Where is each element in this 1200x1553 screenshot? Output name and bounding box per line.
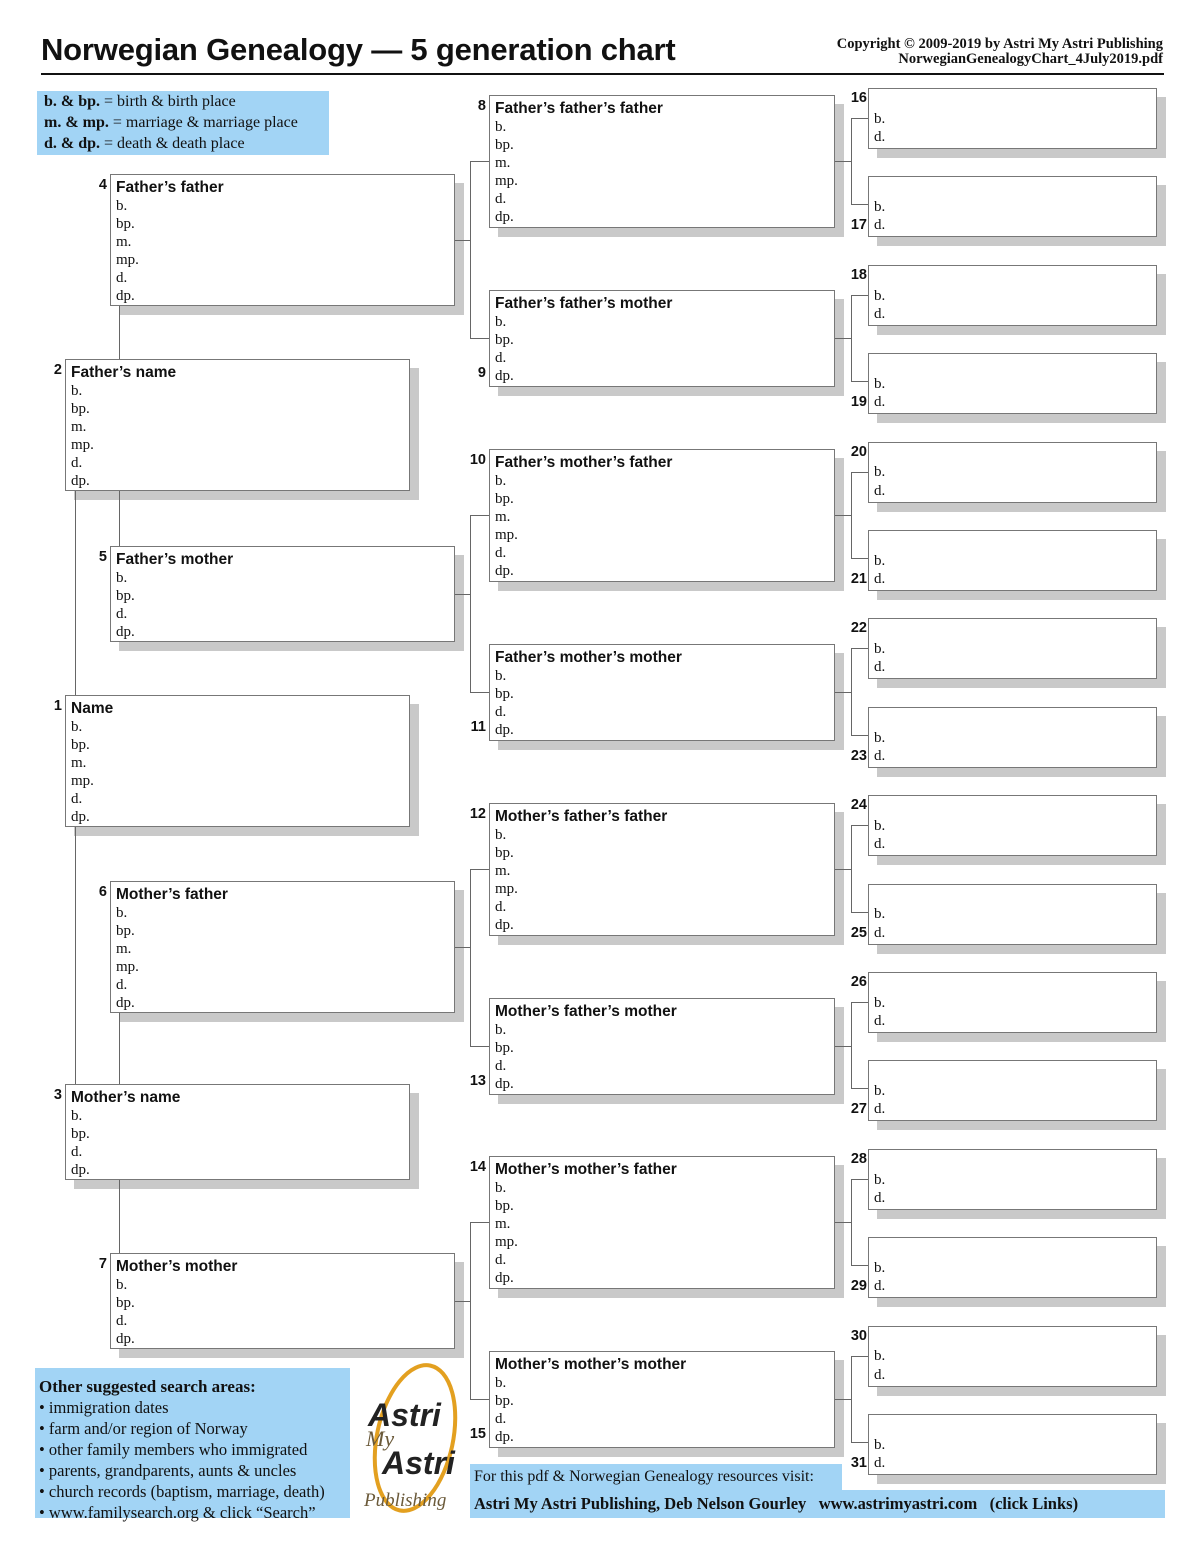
connector-line xyxy=(119,1180,120,1253)
field-label[interactable]: mp. xyxy=(495,173,518,190)
person-box-11[interactable] xyxy=(489,644,835,741)
connector-line xyxy=(835,869,851,870)
field-label[interactable]: bp. xyxy=(71,1126,90,1143)
field-label[interactable]: mp. xyxy=(116,959,139,976)
ancestor-number: 27 xyxy=(850,1101,867,1118)
field-label[interactable]: m. xyxy=(116,941,132,958)
field-label[interactable]: d. xyxy=(495,704,507,721)
header-rule xyxy=(41,73,1164,75)
ancestor-number: 30 xyxy=(850,1327,867,1344)
field-label[interactable]: bp. xyxy=(495,1393,514,1410)
field-label[interactable]: m. xyxy=(495,155,511,172)
field-lines xyxy=(869,729,885,765)
legend-row xyxy=(44,133,329,154)
ancestor-number: 31 xyxy=(850,1455,867,1471)
field-label[interactable]: mp. xyxy=(495,881,518,898)
person-title: Mother’s father’s father xyxy=(495,808,668,825)
connector-line xyxy=(835,515,851,516)
ancestor-number: 19 xyxy=(850,394,867,411)
field-label[interactable]: d. xyxy=(71,791,83,808)
connector-line xyxy=(119,491,120,546)
search-areas-panel xyxy=(35,1368,350,1522)
ancestor-box-19[interactable] xyxy=(868,353,1157,414)
connector-line xyxy=(470,515,471,692)
field-label[interactable]: d. xyxy=(495,1411,507,1428)
field-label[interactable]: b. xyxy=(874,994,886,1011)
astri-my-astri-logo xyxy=(360,1360,460,1520)
field-label[interactable]: b. xyxy=(71,1108,83,1124)
legend-text: = birth & birth place xyxy=(100,93,236,110)
field-label[interactable]: b. xyxy=(874,641,886,658)
field-label[interactable]: d. xyxy=(874,217,886,234)
field-label[interactable]: bp. xyxy=(495,491,514,508)
person-title: Mother’s father xyxy=(116,886,228,903)
legend-abbr: b. & bp. xyxy=(44,93,101,110)
connector-line xyxy=(470,1222,489,1223)
connector-line xyxy=(75,827,76,1084)
field-label[interactable]: mp. xyxy=(116,252,139,269)
connector-line xyxy=(851,912,868,913)
field-lines xyxy=(869,817,885,853)
field-label[interactable]: b. xyxy=(71,383,83,399)
connector-line xyxy=(851,204,868,205)
field-lines xyxy=(869,1347,885,1383)
ancestor-box-24[interactable] xyxy=(868,795,1157,856)
person-number: 15 xyxy=(469,1426,486,1442)
field-label[interactable]: dp. xyxy=(116,1331,135,1348)
connector-line xyxy=(851,472,868,473)
person-number: 7 xyxy=(98,1256,107,1272)
connector-line xyxy=(455,947,470,948)
connector-line xyxy=(470,338,489,339)
ancestor-box-26[interactable] xyxy=(868,972,1157,1033)
ancestor-box-16[interactable] xyxy=(868,88,1157,149)
field-label[interactable]: d. xyxy=(874,1454,886,1471)
field-label[interactable]: d. xyxy=(874,747,886,764)
field-label[interactable]: bp. xyxy=(116,1295,135,1312)
logo-word-publishing: Publishing xyxy=(364,1490,447,1511)
connector-line xyxy=(851,825,868,826)
field-label[interactable]: b. xyxy=(874,464,886,481)
field-label[interactable]: bp. xyxy=(116,588,135,605)
field-label[interactable]: mp. xyxy=(495,527,518,544)
connector-line xyxy=(851,735,868,736)
ancestor-box-22[interactable] xyxy=(868,618,1157,679)
ancestor-box-25[interactable] xyxy=(868,884,1157,945)
field-label[interactable]: d. xyxy=(874,394,886,411)
field-lines xyxy=(869,552,885,588)
field-label[interactable]: dp. xyxy=(71,809,90,826)
field-label[interactable]: mp. xyxy=(495,1234,518,1251)
person-box-2[interactable] xyxy=(65,359,410,491)
person-number: 12 xyxy=(469,806,486,822)
connector-line xyxy=(835,1222,851,1223)
field-label[interactable]: m. xyxy=(495,1216,511,1233)
person-box-12[interactable] xyxy=(489,803,835,936)
field-label[interactable]: dp. xyxy=(71,473,90,490)
field-label[interactable]: b. xyxy=(495,1180,507,1196)
person-box-1[interactable] xyxy=(65,695,410,827)
connector-line xyxy=(851,648,852,734)
person-title: Mother’s mother xyxy=(116,1258,238,1275)
connector-line xyxy=(851,1356,868,1357)
field-label[interactable]: d. xyxy=(874,659,886,676)
field-label[interactable]: m. xyxy=(495,863,511,880)
publisher-footer xyxy=(470,1490,1165,1518)
person-box-8[interactable] xyxy=(489,95,835,228)
search-area-item: • farm and/or region of Norway xyxy=(39,1419,248,1438)
ancestor-number: 29 xyxy=(850,1278,867,1295)
field-lines xyxy=(869,110,885,146)
field-lines xyxy=(869,640,885,676)
field-label[interactable]: b. xyxy=(874,376,886,392)
connector-line xyxy=(851,1442,868,1443)
ancestor-number: 22 xyxy=(850,620,867,637)
ancestor-box-20[interactable] xyxy=(868,442,1157,503)
connector-line xyxy=(119,1013,120,1084)
connector-line xyxy=(851,295,852,381)
field-label[interactable]: d. xyxy=(116,977,128,994)
field-lines xyxy=(869,375,885,411)
legend-abbr: m. & mp. xyxy=(44,114,109,131)
person-number: 10 xyxy=(469,452,486,468)
ancestor-box-28[interactable] xyxy=(868,1149,1157,1210)
field-label[interactable]: d. xyxy=(495,545,507,562)
field-label[interactable]: dp. xyxy=(495,1270,514,1287)
person-title: Mother’s name xyxy=(71,1089,181,1106)
ancestor-number: 20 xyxy=(850,443,867,460)
field-label[interactable]: d. xyxy=(116,1313,128,1330)
field-label[interactable]: bp. xyxy=(495,1040,514,1057)
search-areas-heading: Other suggested search areas: xyxy=(39,1377,256,1396)
field-label[interactable]: d. xyxy=(495,899,507,916)
field-label[interactable]: b. xyxy=(874,729,886,746)
connector-line xyxy=(470,161,489,162)
field-label[interactable]: d. xyxy=(874,482,886,499)
field-label[interactable]: dp. xyxy=(116,288,135,305)
ancestor-number: 17 xyxy=(850,217,867,234)
ancestor-box-17[interactable] xyxy=(868,176,1157,237)
person-title: Mother’s mother’s father xyxy=(495,1161,677,1178)
field-label[interactable]: b. xyxy=(495,119,507,135)
field-label[interactable]: b. xyxy=(874,199,886,216)
field-label[interactable]: dp. xyxy=(495,1429,514,1446)
person-number: 6 xyxy=(98,884,107,900)
field-label[interactable]: mp. xyxy=(71,773,94,790)
field-label[interactable]: bp. xyxy=(495,686,514,703)
legend-text: = death & death place xyxy=(100,135,245,152)
publisher-name: Astri My Astri Publishing, Deb Nelson Gourley xyxy=(474,1494,807,1513)
connector-line xyxy=(470,515,489,516)
field-label[interactable]: b. xyxy=(116,1277,128,1293)
filename-text: NorwegianGenealogyChart_4July2019.pdf xyxy=(898,51,1163,67)
ancestor-number: 18 xyxy=(850,266,867,283)
field-label[interactable]: d. xyxy=(874,1189,886,1206)
field-label[interactable]: b. xyxy=(116,905,128,921)
legend-abbr: d. & dp. xyxy=(44,135,101,152)
connector-line xyxy=(851,295,868,296)
person-box-13[interactable] xyxy=(489,998,835,1095)
person-title: Father’s mother’s father xyxy=(495,454,673,471)
ancestor-number: 28 xyxy=(850,1150,867,1167)
connector-line xyxy=(75,491,76,695)
ancestor-number: 23 xyxy=(850,747,867,764)
person-title: Father’s name xyxy=(71,364,177,381)
connector-line xyxy=(851,1356,852,1442)
ancestor-box-21[interactable] xyxy=(868,530,1157,591)
person-title: Father’s mother xyxy=(116,551,234,568)
field-label[interactable]: bp. xyxy=(116,923,135,940)
person-title: Name xyxy=(71,700,114,717)
field-lines xyxy=(869,198,885,234)
field-lines xyxy=(869,1436,885,1472)
connector-line xyxy=(455,240,470,241)
field-label[interactable]: d. xyxy=(71,1144,83,1161)
field-label[interactable]: bp. xyxy=(495,332,514,349)
field-label[interactable]: b. xyxy=(495,1375,507,1391)
person-box-6[interactable] xyxy=(110,881,455,1013)
connector-line xyxy=(119,306,120,359)
field-label[interactable]: b. xyxy=(874,552,886,569)
field-label[interactable]: m. xyxy=(71,755,87,772)
person-title: Mother’s mother’s mother xyxy=(495,1356,687,1373)
field-label[interactable]: b. xyxy=(874,1436,886,1453)
field-label[interactable]: dp. xyxy=(495,563,514,580)
page-title: Norwegian Genealogy — 5 generation chart xyxy=(41,32,676,67)
click-links-hint: (click Links) xyxy=(989,1494,1079,1513)
ancestor-box-31[interactable] xyxy=(868,1414,1157,1475)
connector-line xyxy=(835,1046,851,1047)
field-label[interactable]: b. xyxy=(495,668,507,684)
field-label[interactable]: m. xyxy=(495,509,511,526)
person-box-5[interactable] xyxy=(110,546,455,642)
ancestor-number: 21 xyxy=(850,571,867,587)
field-label[interactable]: d. xyxy=(874,836,886,853)
ancestor-number: 25 xyxy=(850,924,867,941)
field-label[interactable]: d. xyxy=(874,570,886,587)
person-title: Father’s mother’s mother xyxy=(495,649,682,666)
search-area-item: • immigration dates xyxy=(39,1398,169,1417)
field-label[interactable]: dp. xyxy=(495,917,514,934)
connector-line xyxy=(851,1088,868,1089)
connector-line xyxy=(470,869,489,870)
search-area-item: • church records (baptism, marriage, death) xyxy=(39,1482,325,1501)
legend-text: = marriage & marriage place xyxy=(108,114,298,131)
connector-line xyxy=(470,869,471,1046)
person-title: Mother’s father’s mother xyxy=(495,1003,677,1020)
field-label[interactable]: bp. xyxy=(495,845,514,862)
field-label[interactable]: b. xyxy=(874,818,886,834)
field-label[interactable]: d. xyxy=(495,1058,507,1075)
person-number: 3 xyxy=(53,1087,62,1103)
copyright-text: Copyright © 2009-2019 by Astri My Astri Publishing xyxy=(836,36,1163,52)
ancestor-box-18[interactable] xyxy=(868,265,1157,326)
copyright-block xyxy=(837,37,1163,67)
field-label[interactable]: dp. xyxy=(495,209,514,226)
ancestor-number: 26 xyxy=(850,974,867,990)
field-label[interactable]: b. xyxy=(874,110,886,127)
field-label[interactable]: dp. xyxy=(116,624,135,641)
field-label[interactable]: dp. xyxy=(116,995,135,1012)
field-label[interactable]: b. xyxy=(874,1083,886,1100)
connector-line xyxy=(851,381,868,382)
connector-line xyxy=(455,594,470,595)
field-lines xyxy=(869,287,885,323)
field-label[interactable]: dp. xyxy=(495,368,514,385)
ancestor-box-30[interactable] xyxy=(868,1326,1157,1387)
connector-line xyxy=(455,1301,470,1302)
connector-line xyxy=(470,692,489,693)
field-label[interactable]: bp. xyxy=(71,737,90,754)
field-label[interactable]: b. xyxy=(495,314,507,330)
connector-line xyxy=(851,118,868,119)
connector-line xyxy=(470,1399,489,1400)
field-label[interactable]: d. xyxy=(495,1252,507,1269)
field-label[interactable]: d. xyxy=(874,305,886,322)
field-lines xyxy=(869,463,885,499)
person-title: Father’s father’s father xyxy=(495,100,663,117)
connector-line xyxy=(851,118,852,204)
field-label[interactable]: d. xyxy=(874,924,886,941)
field-lines xyxy=(869,905,885,941)
person-title: Father’s father’s mother xyxy=(495,295,673,312)
connector-line xyxy=(470,1222,471,1399)
field-label[interactable]: bp. xyxy=(495,1198,514,1215)
search-area-item: • parents, grandparents, aunts & uncles xyxy=(39,1461,297,1480)
person-number: 14 xyxy=(469,1159,486,1175)
field-label[interactable]: d. xyxy=(874,128,886,145)
person-box-14[interactable] xyxy=(489,1156,835,1289)
field-lines xyxy=(869,1171,885,1207)
field-label[interactable]: d. xyxy=(874,1101,886,1118)
field-label[interactable]: d. xyxy=(874,1278,886,1295)
resources-visit-text: For this pdf & Norwegian Genealogy resources visit: xyxy=(470,1464,842,1490)
logo-word-my: My xyxy=(366,1426,395,1451)
connector-line xyxy=(835,161,851,162)
field-label[interactable]: bp. xyxy=(71,401,90,418)
search-area-item: • www.familysearch.org & click “Search” xyxy=(39,1503,316,1522)
field-label[interactable]: d. xyxy=(116,606,128,623)
field-lines xyxy=(869,1082,885,1118)
abbreviation-legend xyxy=(37,91,329,155)
ancestor-box-27[interactable] xyxy=(868,1060,1157,1121)
field-label[interactable]: b. xyxy=(874,1260,886,1276)
field-label[interactable]: d. xyxy=(495,350,507,367)
person-box-7[interactable] xyxy=(110,1253,455,1349)
connector-line xyxy=(851,648,868,649)
field-label[interactable]: b. xyxy=(116,198,128,214)
person-number: 11 xyxy=(470,719,486,735)
person-number: 5 xyxy=(98,549,107,565)
field-label[interactable]: d. xyxy=(71,455,83,472)
person-box-4[interactable] xyxy=(110,174,455,306)
field-label[interactable]: m. xyxy=(116,234,132,251)
person-number: 2 xyxy=(53,362,62,378)
connector-line xyxy=(835,1399,851,1400)
connector-line xyxy=(470,161,471,338)
ancestor-box-29[interactable] xyxy=(868,1237,1157,1298)
legend-row xyxy=(44,91,329,112)
connector-line xyxy=(851,1002,868,1003)
field-lines xyxy=(869,1259,885,1295)
person-box-15[interactable] xyxy=(489,1351,835,1448)
field-label[interactable]: d. xyxy=(116,270,128,287)
connector-line xyxy=(835,338,851,339)
connector-line xyxy=(851,1179,852,1265)
person-number: 9 xyxy=(477,365,486,381)
person-box-10[interactable] xyxy=(489,449,835,582)
person-box-3[interactable] xyxy=(65,1084,410,1180)
field-label[interactable]: b. xyxy=(874,1348,886,1365)
connector-line xyxy=(851,1265,868,1266)
field-label[interactable]: d. xyxy=(874,1012,886,1029)
field-label[interactable]: d. xyxy=(874,1366,886,1383)
field-label[interactable]: m. xyxy=(71,419,87,436)
connector-line xyxy=(851,825,852,911)
field-label[interactable]: bp. xyxy=(116,216,135,233)
field-label[interactable]: dp. xyxy=(495,1076,514,1093)
field-label[interactable]: mp. xyxy=(71,437,94,454)
connector-line xyxy=(835,692,851,693)
logo-word-astri: Astri xyxy=(368,1397,441,1433)
person-box-9[interactable] xyxy=(489,290,835,387)
person-number: 1 xyxy=(53,698,62,714)
field-label[interactable]: bp. xyxy=(495,137,514,154)
field-label[interactable]: b. xyxy=(874,287,886,304)
connector-line xyxy=(851,1179,868,1180)
connector-line xyxy=(851,1002,852,1088)
field-label[interactable]: b. xyxy=(495,1022,507,1038)
ancestor-number: 16 xyxy=(850,90,867,106)
field-label[interactable]: d. xyxy=(495,191,507,208)
field-label[interactable]: b. xyxy=(116,570,128,586)
field-label[interactable]: b. xyxy=(874,906,886,923)
legend-row xyxy=(44,112,329,133)
field-label[interactable]: b. xyxy=(495,827,507,843)
connector-line xyxy=(470,1046,489,1047)
field-lines xyxy=(869,994,885,1030)
person-title: Father’s father xyxy=(116,179,224,196)
field-label[interactable]: dp. xyxy=(495,722,514,739)
connector-line xyxy=(851,558,868,559)
website-link[interactable]: www.astrimyastri.com xyxy=(818,1494,978,1513)
person-number: 4 xyxy=(98,177,107,193)
field-label[interactable]: b. xyxy=(495,473,507,489)
person-number: 8 xyxy=(477,98,486,114)
search-area-item: • other family members who immigrated xyxy=(39,1440,308,1459)
ancestor-box-23[interactable] xyxy=(868,707,1157,768)
field-label[interactable]: b. xyxy=(71,719,83,735)
connector-line xyxy=(851,472,852,558)
ancestor-number: 24 xyxy=(850,797,867,814)
field-label[interactable]: b. xyxy=(874,1171,886,1188)
person-number: 13 xyxy=(469,1073,486,1089)
logo-word-astri-2: Astri xyxy=(382,1445,455,1481)
field-label[interactable]: dp. xyxy=(71,1162,90,1179)
